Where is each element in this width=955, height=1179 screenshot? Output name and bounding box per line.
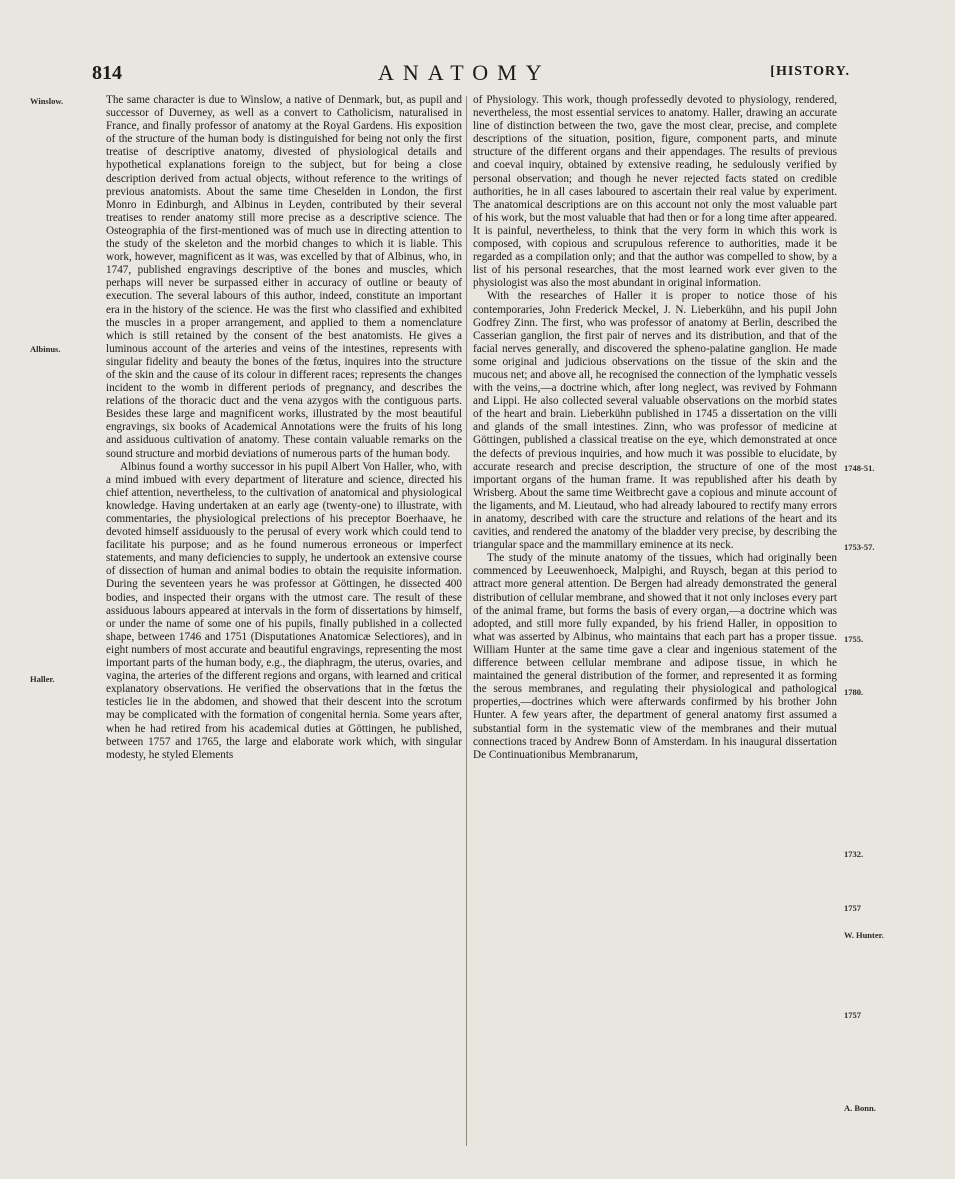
page-header	[0, 62, 955, 86]
margin-note-albinus: Albinus.	[30, 344, 61, 354]
paragraph: Albinus found a worthy successor in his pupil Albert Von Haller, who, with a mind imbued with every department of literature and science, directed his chief attention, nevertheless, to the cultivation of anatomical and physiological knowledge. Having undertaken at an early age (twenty-one) to illustrate, with commentaries, the physiological prelections of his preceptor Boerhaave, he devoted himself assiduously to the perusal of every work which could tend to facilitate his purpose; and as he found numerous erroneous or imperfect statements, and many deficiencies to supply, he undertook an extensive course of dissection of human and animal bodies to obtain the requisite information. During the seventeen years he was professor at Göttingen, he dissected 400 bodies, and inspected their organs with the utmost care. The result of these assiduous labours appeared at intervals in the form of dissertations by himself, or under the name of some one of his pupils, finally published in a collected shape, between 1746 and 1751 (Disputationes Anatomicæ Selectiores), and in eight numbers of most accurate and beautiful engravings, representing the most important parts of the human body, e.g., the diaphragm, the uterus, ovaries, and vagina, the arteries of the different regions and organs, with learned and critical explanatory observations. He verified the observations that in the fœtus the testicles lie in the abdomen, and showed that their descent into the scrotum may be complicated with the formation of congenital hernia. Some years after, when he had retired from his academical duties at Göttingen, he published, between 1757 and 1765, the large and elaborate work which, with singular modesty, he styled Elements	[106, 460, 462, 761]
page-number: 814	[92, 62, 122, 84]
running-title: ANATOMY	[378, 60, 551, 85]
paragraph: of Physiology. This work, though professedly devoted to physiology, rendered, nevertheless, the most essential services to anatomy. Haller, drawing an accurate line of distinction between the two, gave the most clear, precise, and complete descriptions of the situation, position, figure, component parts, and minute structure of the different organs and their appendages. The results of previous and coeval inquiry, obtained by extensive reading, he sedulously verified by personal observation; and though he never rejected facts stated on credible authorities, he in all cases laboured to ascertain their real value by experiment. The anatomical descriptions are on this account not only the most valuable part of his work, but the most valuable that had then or for a long time after appeared. It is painful, nevertheless, to think that the very form in which this work is composed, with copious and scrupulous reference to authorities, made it be regarded as a compilation only; and that the author was compelled to show, by a list of his personal researches, that the most learned work ever given to the physiologist was also the most abundant in original information.	[473, 94, 837, 290]
margin-note-haller: Haller.	[30, 674, 55, 684]
margin-note-date: 1757	[844, 1010, 861, 1020]
column-divider	[466, 96, 467, 1146]
margin-note-date: 1753-57.	[844, 542, 875, 552]
margin-note-date: 1757	[844, 903, 861, 913]
margin-note-date: 1748-51.	[844, 463, 875, 473]
left-column	[106, 94, 462, 762]
right-column	[473, 94, 837, 762]
margin-note-date: 1780.	[844, 687, 864, 697]
margin-note-winslow: Winslow.	[30, 96, 64, 106]
paragraph: The same character is due to Winslow, a native of Denmark, but, as pupil and successor of Duverney, as well as a convert to Catholicism, naturalised in France, and finally professor of anatomy at the Royal Gardens. His exposition of the structure of the human body is distinguished for being not only the first treatise of descriptive anatomy, divested of physiological details and hypothetical explanations foreign to the subject, but for being a close description derived from actual objects, without reference to the writings of previous anatomists. About the same time Cheselden in London, the first Monro in Edinburgh, and Albinus in Leyden, contributed by their several treatises to render anatomy still more precise as a descriptive science. The Osteographia of the first-mentioned was of much use in directing attention to the study of the skeleton and the morbid changes to which it is liable. This work, however, magnificent as it was, was excelled by that of Albinus, who, in 1747, published engravings descriptive of the bones and muscles, which perhaps will never be surpassed either in accuracy of outline or beauty of execution. The several labours of this author, indeed, constitute an important era in the history of the science. He was the first who classified and exhibited the muscles in a proper arrangement, and applied to them a nomenclature which is still retained by the consent of the best anatomists. He gives a luminous account of the arteries and veins of the intestines, represents with singular fidelity and beauty the bones of the fœtus, inquires into the structure of the skin and the cause of its colour in different races; represents the changes incident to the womb in different periods of pregnancy, and describes the relations of the thoracic duct and the vena azygos with the contiguous parts. Besides these large and magnificent works, illustrated by the most beautiful engravings, six books of Academical Annotations were the fruits of his long and assiduous cultivation of anatomy. These contain valuable remarks on the sound structure and morbid deviations of numerous parts of the human body.	[106, 94, 462, 460]
margin-note-date: 1732.	[844, 849, 864, 859]
margin-note-a-bonn: A. Bonn.	[844, 1103, 876, 1113]
paragraph: The study of the minute anatomy of the tissues, which had originally been commenced by Leeuwenhoeck, Malpighi, and Ruysch, began at this period to attract more general attention. De Bergen had already demonstrated the general distribution of cellular membrane, and showed that it not only incloses every part of the animal frame, but forms the basis of every organ,—a doctrine which was adopted, and still more fully expanded, by his friend Haller, in opposition to what was asserted by Albinus, who maintains that each part has a proper tissue. William Hunter at the same time gave a clear and ingenious statement of the difference between cellular membrane and adipose tissue, in which he maintained the general distribution of the former, and represented it as forming the serous membranes, and regulating their physiological and pathological properties,—doctrines which were afterwards confirmed by his brother John Hunter. A few years after, the department of general anatomy first assumed a substantial form in the systematic view of the membranes and their mutual connections traced by Andrew Bonn of Amsterdam. In his inaugural dissertation De Continuationibus Membranarum,	[473, 552, 837, 761]
section-label: [HISTORY.	[770, 64, 850, 79]
paragraph: With the researches of Haller it is proper to notice those of his contemporaries, John Frederick Meckel, J. N. Lieberkühn, and his pupil John Godfrey Zinn. The first, who was professor of anatomy at Berlin, described the Casserian ganglion, the first pair of nerves and its distribution, and that of the facial nerves generally, and discovered the spheno-palatine ganglion. He made some original and judicious observations on the tissue of the skin and the mucous net; and above all, he recognised the connection of the lymphatic vessels with the veins,—a doctrine which, after long neglect, was revived by Fohmann and Lippi. He also collected several valuable observations on the morbid states of the heart and brain. Lieberkühn published in 1745 a dissertation on the villi and glands of the small intestines. Zinn, who was professor of medicine at Göttingen, published a classical treatise on the eye, which demonstrated at once the defects of previous inquiries, and how much it was possible to elucidate, by accurate research and precise description, the structure of one of the most important organs of the human frame. It was republished after his death by Wrisberg. About the same time Weitbrecht gave a copious and minute account of the ligaments, and M. Lieutaud, who had already laboured to rectify many errors in anatomy, described with care the structure and relations of the heart and its cavities, and rendered the anatomy of the bladder very precise, by describing the triangular space and the mammillary eminence at its neck.	[473, 290, 837, 552]
margin-note-w-hunter: W. Hunter.	[844, 930, 884, 940]
margin-note-date: 1755.	[844, 634, 864, 644]
